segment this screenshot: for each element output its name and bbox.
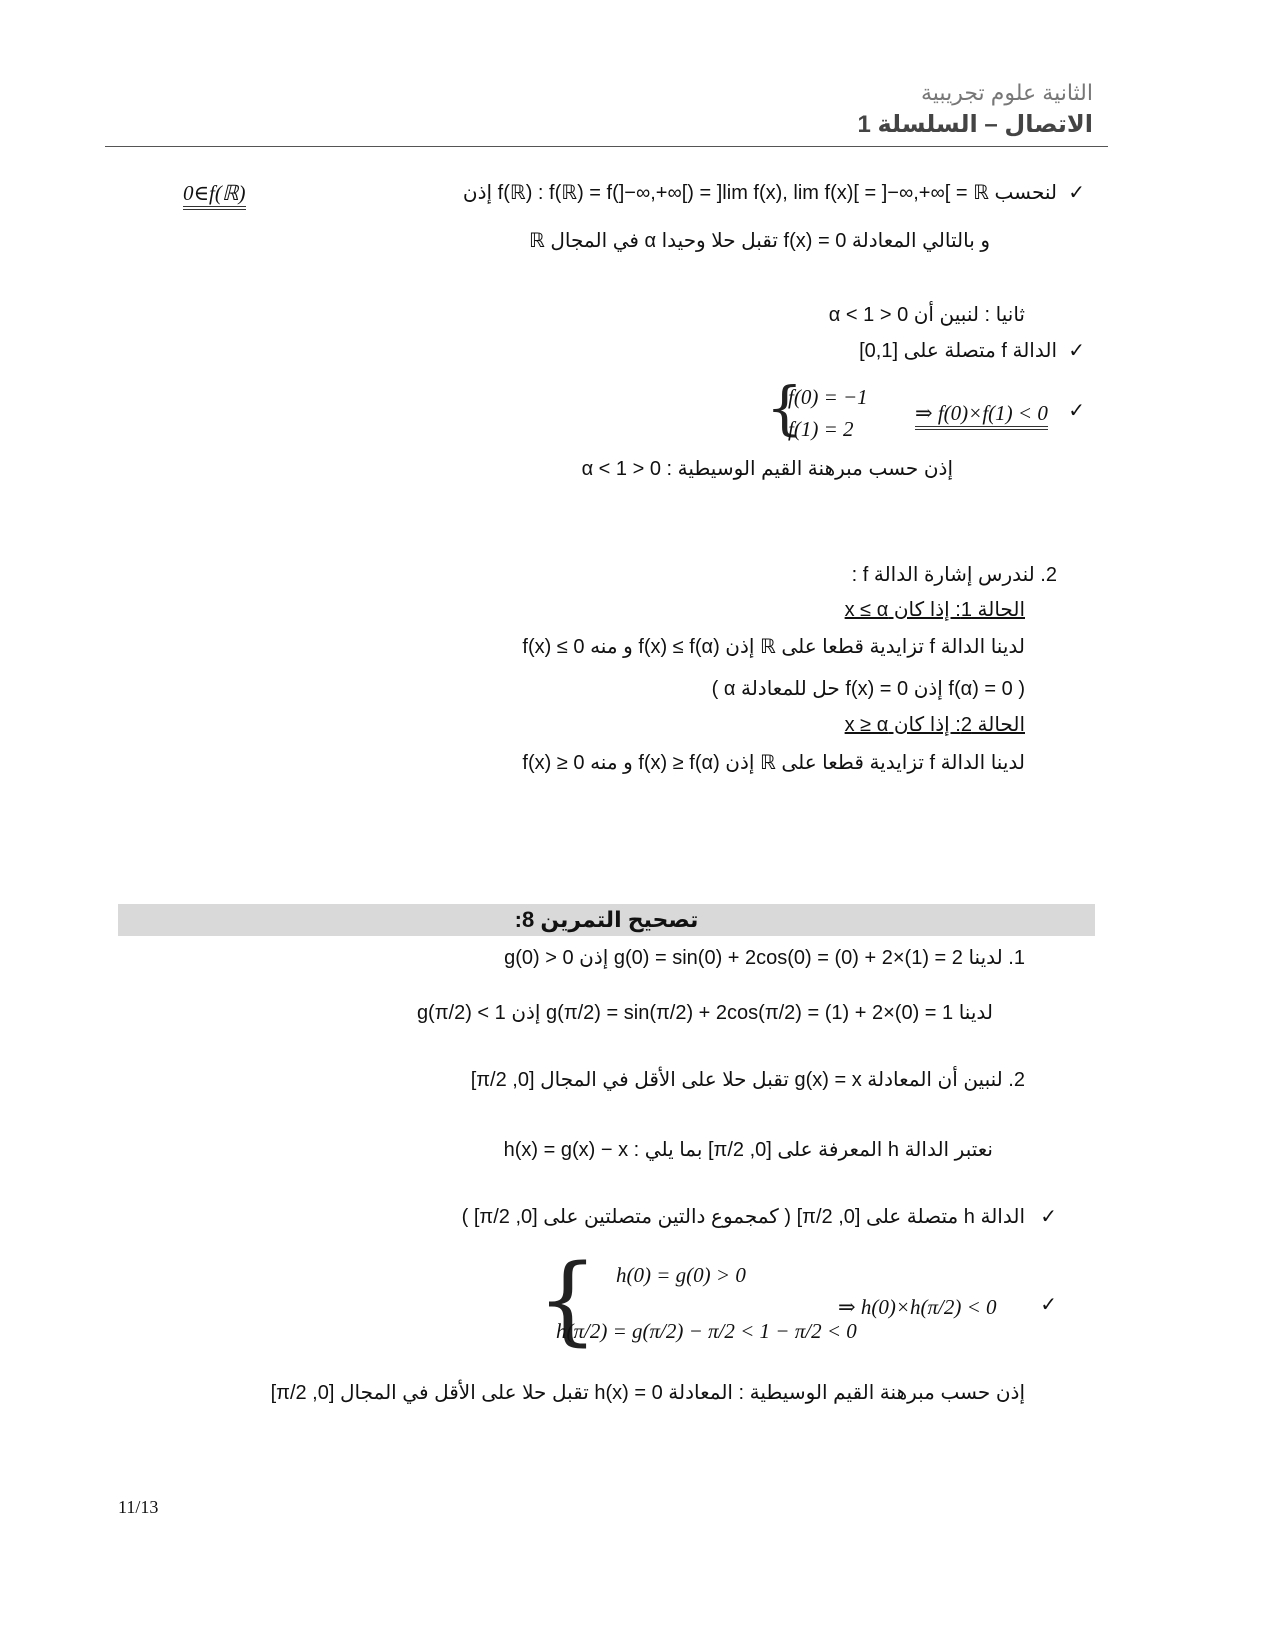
checkmark-icon: ✓ [1068, 338, 1085, 362]
ex8-line-2: لدينا g(π/2) = sin(π/2) + 2cos(π/2) = (1) + 2×(0) = 1 إذن g(π/2) < 1 [416, 1002, 993, 1024]
page-number: 11/13 [118, 1497, 159, 1517]
checkmark-icon: ✓ [1068, 180, 1085, 204]
case-1-line: لدينا الدالة f تزايدية قطعا على ℝ إذن f(x) ≤ f(α) و منه f(x) ≤ 0 [522, 636, 1025, 658]
second-title: ثانيا : لنبين أن 0 < α < 1 [828, 304, 1025, 326]
left-brace-icon: { [537, 1244, 599, 1356]
ex8-system-2: h(π/2) = g(π/2) − π/2 < 1 − π/2 < 0 [556, 1319, 857, 1343]
ivt-line: إذن حسب مبرهنة القيم الوسيطية : 0 < α < 1 [581, 458, 953, 480]
case-1-note: ( α حل للمعادلة f(x) = 0 إذن f(α) = 0 ) [711, 678, 1025, 700]
exercise-8-title: تصحيح التمرين 8: [514, 907, 699, 932]
ex8-final: إذن حسب مبرهنة القيم الوسيطية : المعادلة h(x) = 0 تقبل حلا على الأقل في المجال [0, π/2] [270, 1382, 1025, 1404]
system-line-1: f(0) = −1 [788, 385, 868, 409]
product-line: ⇒ f(0)×f(1) < 0 [915, 400, 1048, 426]
left-brace-icon: { [766, 374, 803, 442]
item-2: 2. لندرس إشارة الدالة f : [851, 564, 1057, 586]
case-1-title: الحالة 1: إذا كان x ≤ α [844, 599, 1025, 621]
case-2-line: لدينا الدالة f تزايدية قطعا على ℝ إذن f(x) ≥ f(α) و منه f(x) ≥ 0 [522, 752, 1025, 774]
compute-line: لنحسب f(ℝ) : f(ℝ) = f(]−∞,+∞[) = ]lim f(x), lim f(x)[ = ]−∞,+∞[ = ℝ إذن [462, 182, 1057, 204]
ex8-line-5: الدالة h متصلة على [0, π/2] ( كمجموع دالتين متصلتين على [0, π/2] ) [461, 1206, 1025, 1228]
compute-result: 0∈f(ℝ) [183, 180, 246, 206]
header-level: الثانية علوم تجريبية [921, 80, 1093, 105]
ex8-product: ⇒ h(0)×h(π/2) < 0 [838, 1295, 997, 1319]
header-divider [105, 146, 1108, 147]
continuity-line: الدالة f متصلة على [0,1] [859, 340, 1057, 362]
ex8-line-3: 2. لنبين أن المعادلة g(x) = x تقبل حلا على الأقل في المجال [0, π/2] [470, 1069, 1025, 1091]
checkmark-icon: ✓ [1040, 1204, 1057, 1228]
case-2-title: الحالة 2: إذا كان x ≥ α [844, 714, 1025, 736]
checkmark-icon: ✓ [1040, 1292, 1057, 1316]
ex8-system-1: h(0) = g(0) > 0 [616, 1263, 746, 1287]
ex8-line-4: نعتبر الدالة h المعرفة على [0, π/2] بما يلي : h(x) = g(x) − x [503, 1139, 993, 1161]
exercise-8-header [118, 904, 1095, 936]
checkmark-icon: ✓ [1068, 398, 1085, 422]
system-line-2: f(1) = 2 [788, 417, 854, 441]
header-series: الاتصال – السلسلة 1 [857, 111, 1093, 138]
conclusion-line: و بالتالي المعادلة f(x) = 0 تقبل حلا وحيدا α في المجال ℝ [528, 230, 990, 252]
ex8-line-1: 1. لدينا g(0) = sin(0) + 2cos(0) = (0) + 2×(1) = 2 إذن g(0) > 0 [504, 947, 1025, 969]
